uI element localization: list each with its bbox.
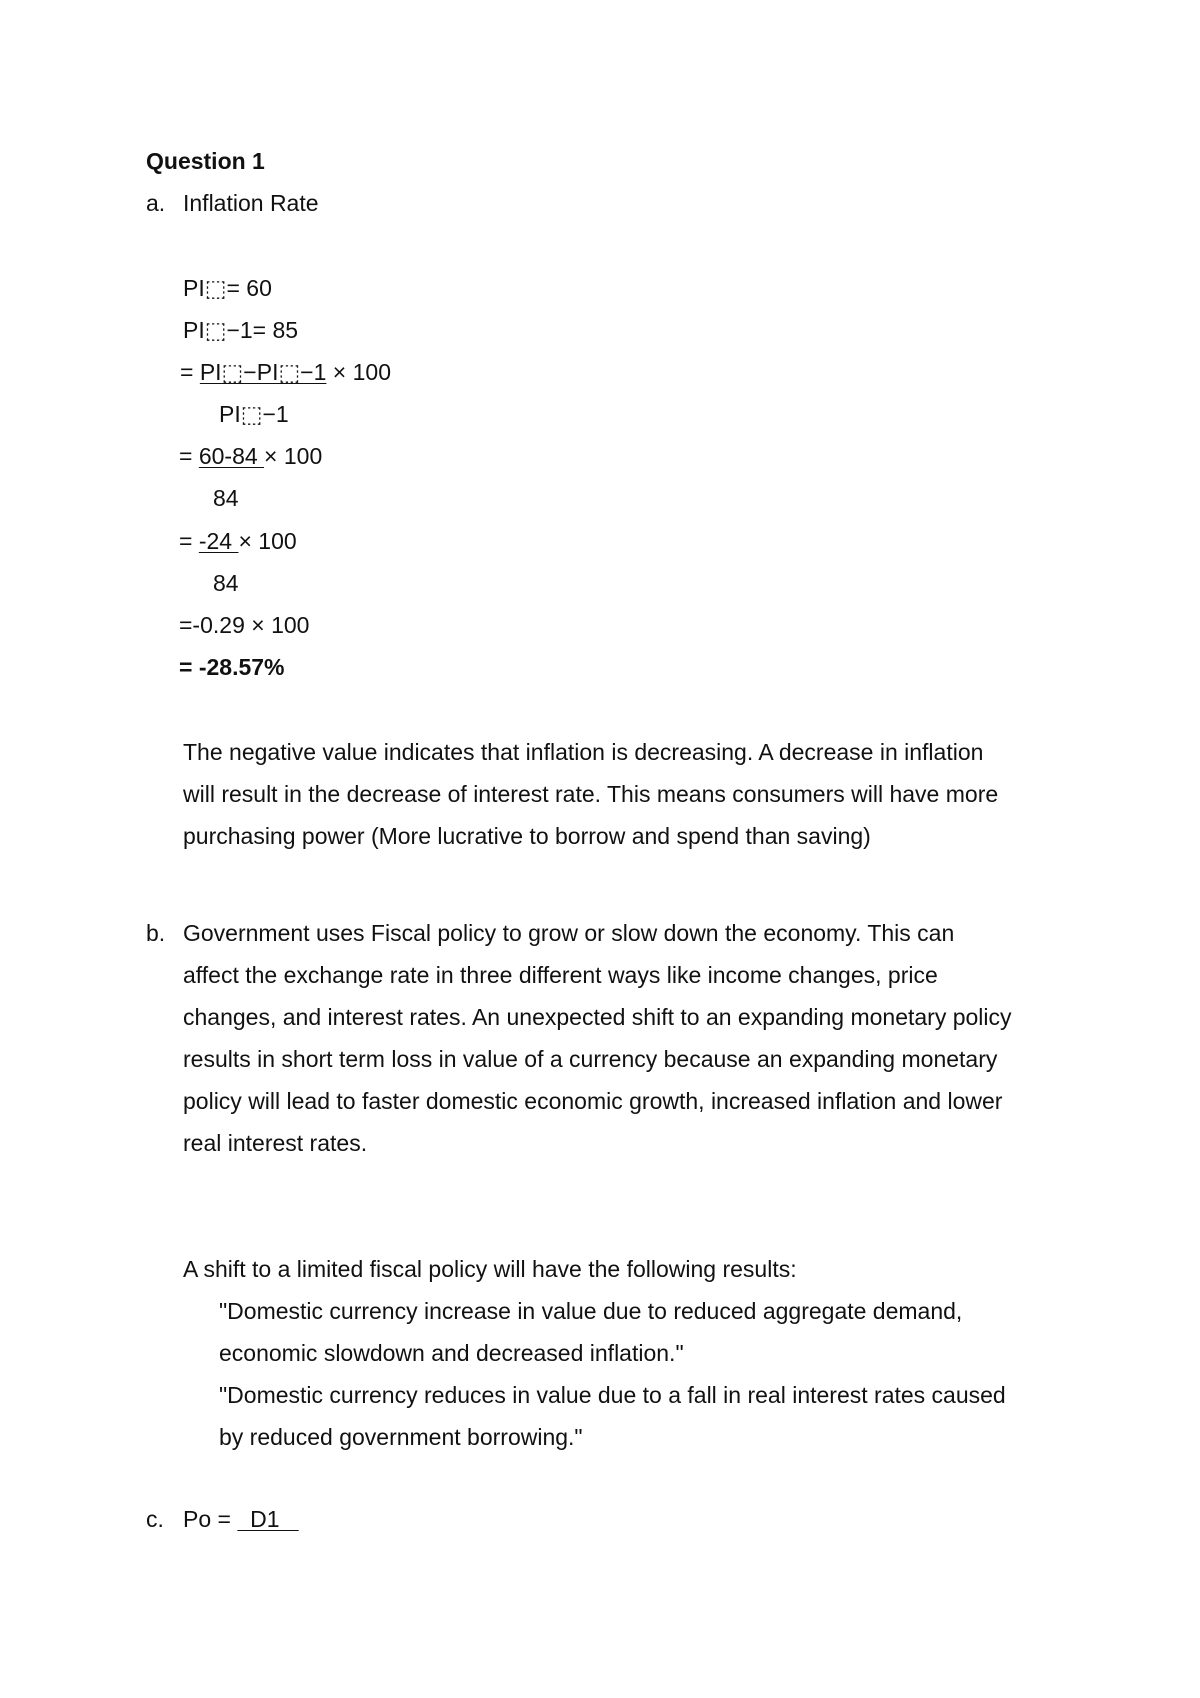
formula-line-7 — [179, 526, 297, 556]
part-c-formula — [183, 1504, 299, 1534]
part-b-line-3: changes, and interest rates. An unexpected shift to an expanding monetary policy — [183, 1004, 1012, 1030]
formula-line-3 — [180, 357, 391, 387]
part-b-line-4: results in short term loss in value of a currency because an expanding monetary — [183, 1046, 998, 1072]
part-b-line-5: policy will lead to faster domestic economic growth, increased inflation and lower — [183, 1088, 1003, 1114]
formula-line-1: PI⬚= 60 — [183, 275, 272, 301]
formula-line-7-suffix: × 100 — [238, 528, 297, 554]
fiscal-intro: A shift to a limited fiscal policy will have the following results: — [183, 1256, 797, 1282]
inflation-result: = -28.57% — [179, 654, 285, 680]
explanation-line-1: The negative value indicates that inflation is decreasing. A decrease in inflation — [183, 739, 984, 765]
part-b-line-1: Government uses Fiscal policy to grow or slow down the economy. This can — [183, 920, 955, 946]
question-title: Question 1 — [146, 148, 265, 174]
formula-line-7-prefix: = — [179, 528, 199, 554]
formula-line-3-prefix: = — [180, 359, 200, 385]
part-c-marker: c. — [146, 1506, 164, 1532]
explanation-line-3: purchasing power (More lucrative to borrow and spend than saving) — [183, 823, 871, 849]
part-a-heading: Inflation Rate — [183, 190, 319, 216]
part-a-marker: a. — [146, 190, 166, 216]
formula-line-5-numerator: 60-84 — [198, 443, 265, 469]
formula-line-5-prefix: = — [179, 443, 199, 469]
part-b-line-6: real interest rates. — [183, 1130, 368, 1156]
part-b-line-2: affect the exchange rate in three different ways like income changes, price — [183, 962, 938, 988]
formula-line-4-denominator: PI⬚−1 — [219, 401, 289, 427]
quote-line-2: economic slowdown and decreased inflation." — [219, 1340, 684, 1366]
formula-line-8-denominator: 84 — [213, 570, 239, 596]
part-c-numerator: D1 — [237, 1506, 299, 1532]
formula-line-7-numerator: -24 — [198, 528, 239, 554]
formula-line-5-suffix: × 100 — [264, 443, 323, 469]
formula-line-9: =-0.29 × 100 — [179, 612, 310, 638]
explanation-line-2: will result in the decrease of interest rate. This means consumers will have more — [183, 781, 999, 807]
part-c-prefix: Po = — [183, 1506, 238, 1532]
formula-line-3-numerator: PI⬚−PI⬚−1 — [199, 359, 327, 385]
formula-line-6-denominator: 84 — [213, 485, 239, 511]
quote-line-3: "Domestic currency reduces in value due to a fall in real interest rates caused — [219, 1382, 1006, 1408]
formula-line-2: PI⬚−1= 85 — [183, 317, 299, 343]
formula-line-5 — [179, 441, 322, 471]
quote-line-4: by reduced government borrowing." — [219, 1424, 583, 1450]
formula-line-3-suffix: × 100 — [326, 359, 392, 385]
part-b-marker: b. — [146, 920, 166, 946]
quote-line-1: "Domestic currency increase in value due to reduced aggregate demand, — [219, 1298, 963, 1324]
